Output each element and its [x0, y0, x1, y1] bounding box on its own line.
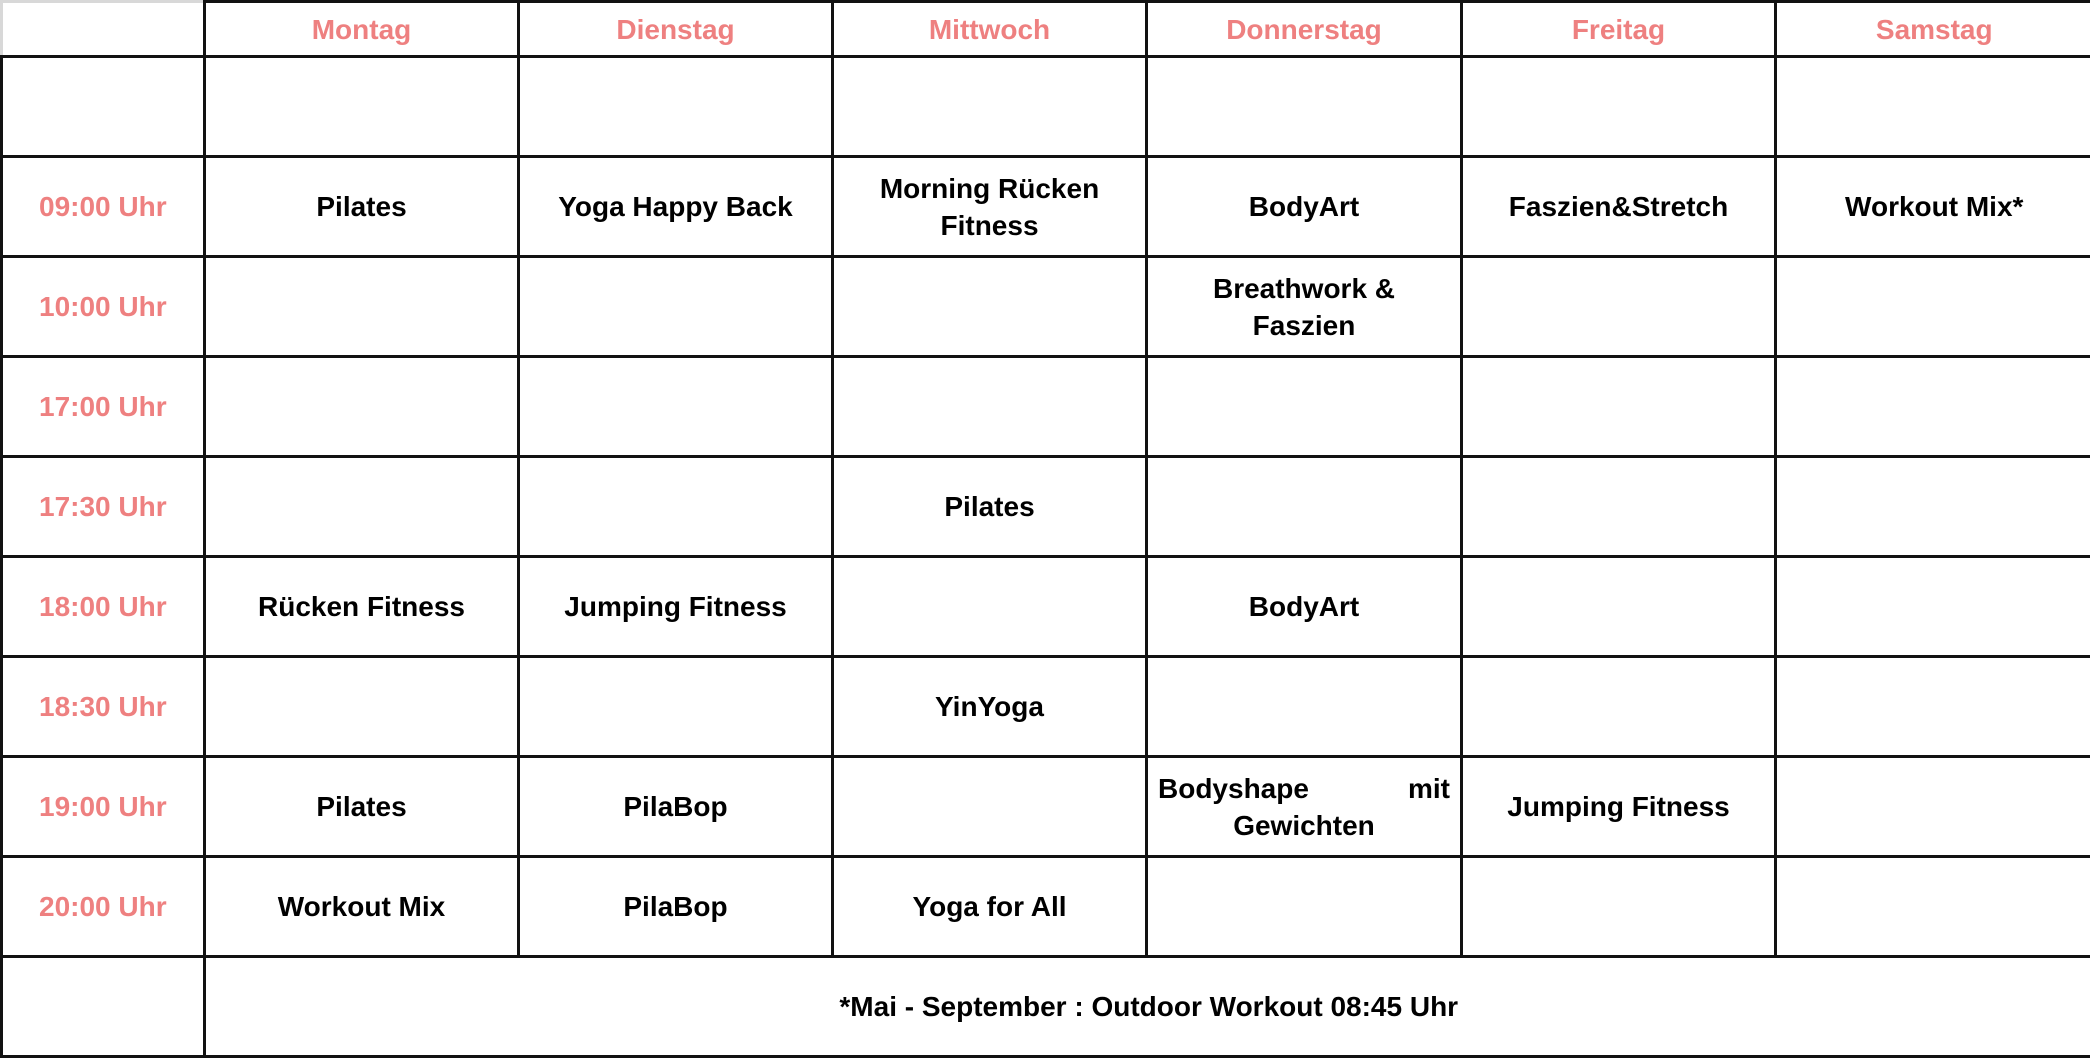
class-cell: YinYoga [833, 657, 1147, 757]
time-row-1000 [2, 257, 2090, 357]
empty-cell [2, 957, 205, 1057]
class-cell [1776, 257, 2090, 357]
header-row [2, 2, 2090, 57]
class-cell: PilaBop [519, 857, 833, 957]
time-label: 18:30 Uhr [2, 657, 205, 757]
empty-cell [833, 57, 1147, 157]
class-cell [205, 357, 519, 457]
day-header-samstag: Samstag [1776, 2, 2090, 57]
class-cell: Faszien&Stretch [1462, 157, 1776, 257]
class-cell [833, 257, 1147, 357]
class-cell: Workout Mix* [1776, 157, 2090, 257]
day-header-dienstag: Dienstag [519, 2, 833, 57]
class-cell [1462, 857, 1776, 957]
time-row-1800 [2, 557, 2090, 657]
time-row-2000 [2, 857, 2090, 957]
time-label: 19:00 Uhr [2, 757, 205, 857]
class-cell: Morning Rücken Fitness [833, 157, 1147, 257]
empty-cell [1462, 57, 1776, 157]
day-header-montag: Montag [205, 2, 519, 57]
class-cell [1776, 857, 2090, 957]
class-cell: Jumping Fitness [1462, 757, 1776, 857]
empty-cell [2, 57, 205, 157]
class-cell [833, 557, 1147, 657]
time-row-1730 [2, 457, 2090, 557]
time-row-0900 [2, 157, 2090, 257]
class-cell [1776, 457, 2090, 557]
class-cell [1776, 557, 2090, 657]
class-cell [1147, 857, 1462, 957]
class-cell: Jumping Fitness [519, 557, 833, 657]
class-cell [1776, 657, 2090, 757]
class-cell: Rücken Fitness [205, 557, 519, 657]
class-cell [519, 357, 833, 457]
class-cell: PilaBop [519, 757, 833, 857]
class-cell: BodyArt [1147, 557, 1462, 657]
blank-row [2, 57, 2090, 157]
time-row-1900 [2, 757, 2090, 857]
class-cell: Workout Mix [205, 857, 519, 957]
class-cell: Pilates [205, 157, 519, 257]
class-cell [1147, 357, 1462, 457]
class-cell: Bodyshape mit Gewichten [1147, 757, 1462, 857]
empty-cell [519, 57, 833, 157]
class-cell [1462, 257, 1776, 357]
day-header-freitag: Freitag [1462, 2, 1776, 57]
footnote-text: *Mai - September : Outdoor Workout 08:45 Uhr [205, 957, 2090, 1057]
class-cell [833, 757, 1147, 857]
time-label: 18:00 Uhr [2, 557, 205, 657]
class-cell: Yoga Happy Back [519, 157, 833, 257]
class-cell [1776, 757, 2090, 857]
footnote-row [2, 957, 2090, 1057]
time-row-1830 [2, 657, 2090, 757]
class-cell: Pilates [833, 457, 1147, 557]
class-cell: Pilates [205, 757, 519, 857]
class-cell [1147, 457, 1462, 557]
day-header-mittwoch: Mittwoch [833, 2, 1147, 57]
corner-cell [2, 2, 205, 57]
time-label: 09:00 Uhr [2, 157, 205, 257]
empty-cell [1776, 57, 2090, 157]
empty-cell [1147, 57, 1462, 157]
day-header-donnerstag: Donnerstag [1147, 2, 1462, 57]
class-cell [1462, 457, 1776, 557]
class-cell [1462, 657, 1776, 757]
class-cell [1776, 357, 2090, 457]
class-cell [205, 657, 519, 757]
class-cell [1462, 357, 1776, 457]
class-cell: Breathwork & Faszien [1147, 257, 1462, 357]
empty-cell [205, 57, 519, 157]
class-cell: Yoga for All [833, 857, 1147, 957]
class-cell: BodyArt [1147, 157, 1462, 257]
class-cell [205, 257, 519, 357]
class-cell [519, 257, 833, 357]
class-cell [519, 657, 833, 757]
time-label: 17:30 Uhr [2, 457, 205, 557]
time-label: 20:00 Uhr [2, 857, 205, 957]
class-cell [519, 457, 833, 557]
time-label: 10:00 Uhr [2, 257, 205, 357]
class-cell [1462, 557, 1776, 657]
class-cell [833, 357, 1147, 457]
time-row-1700 [2, 357, 2090, 457]
time-label: 17:00 Uhr [2, 357, 205, 457]
class-cell [205, 457, 519, 557]
class-cell [1147, 657, 1462, 757]
